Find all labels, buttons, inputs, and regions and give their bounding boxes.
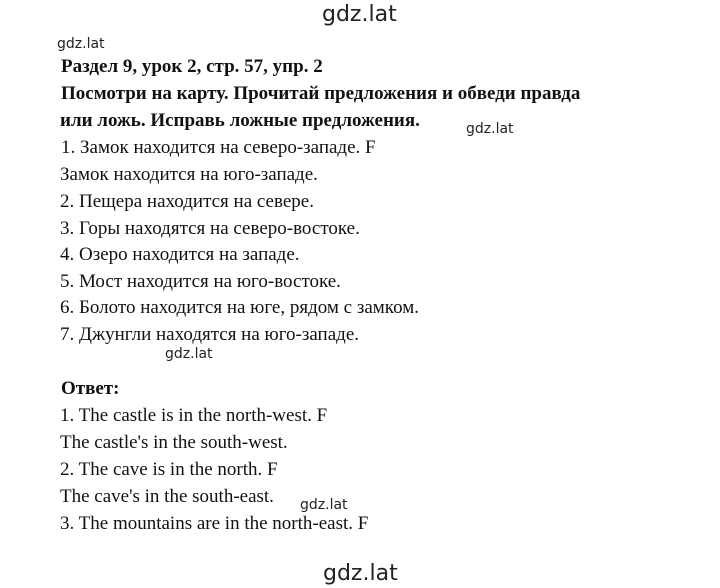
answer-line-1: 1. The castle is in the north-west. F [60,405,328,426]
watermark-answer-right: gdz.lat [300,497,348,513]
sentence-2: 2. Пещера находится на севере. [60,191,314,212]
sentence-4: 4. Озеро находится на западе. [60,244,300,265]
sentence-1-correction: Замок находится на юго-западе. [60,164,318,185]
sentence-7: 7. Джунгли находятся на юго-западе. [60,324,360,345]
watermark-top: gdz.lat [322,2,397,27]
sentence-5: 5. Мост находится на юго-востоке. [60,271,341,292]
watermark-bottom: gdz.lat [323,561,398,586]
watermark-header-right: gdz.lat [466,121,514,137]
answer-heading: Ответ: [61,378,120,399]
answer-line-1-correction: The castle's in the south-west. [60,432,288,453]
instruction-line-2: или ложь. Исправь ложные предложения. [60,110,420,131]
sentence-6: 6. Болото находится на юге, рядом с замком. [60,297,419,318]
watermark-header-left: gdz.lat [57,36,105,52]
answer-line-2: 2. The cave is in the north. F [60,459,278,480]
sentence-1: 1. Замок находится на северо-западе. F [61,137,376,158]
sentence-3: 3. Горы находятся на северо-востоке. [60,218,360,239]
watermark-middle: gdz.lat [165,346,213,362]
exercise-title: Раздел 9, урок 2, стр. 57, упр. 2 [61,56,323,77]
answer-line-2-correction: The cave's in the south-east. [60,486,274,507]
instruction-line-1: Посмотри на карту. Прочитай предложения и обведи правда [61,83,581,104]
answer-line-3: 3. The mountains are in the north-east. F [60,513,369,534]
